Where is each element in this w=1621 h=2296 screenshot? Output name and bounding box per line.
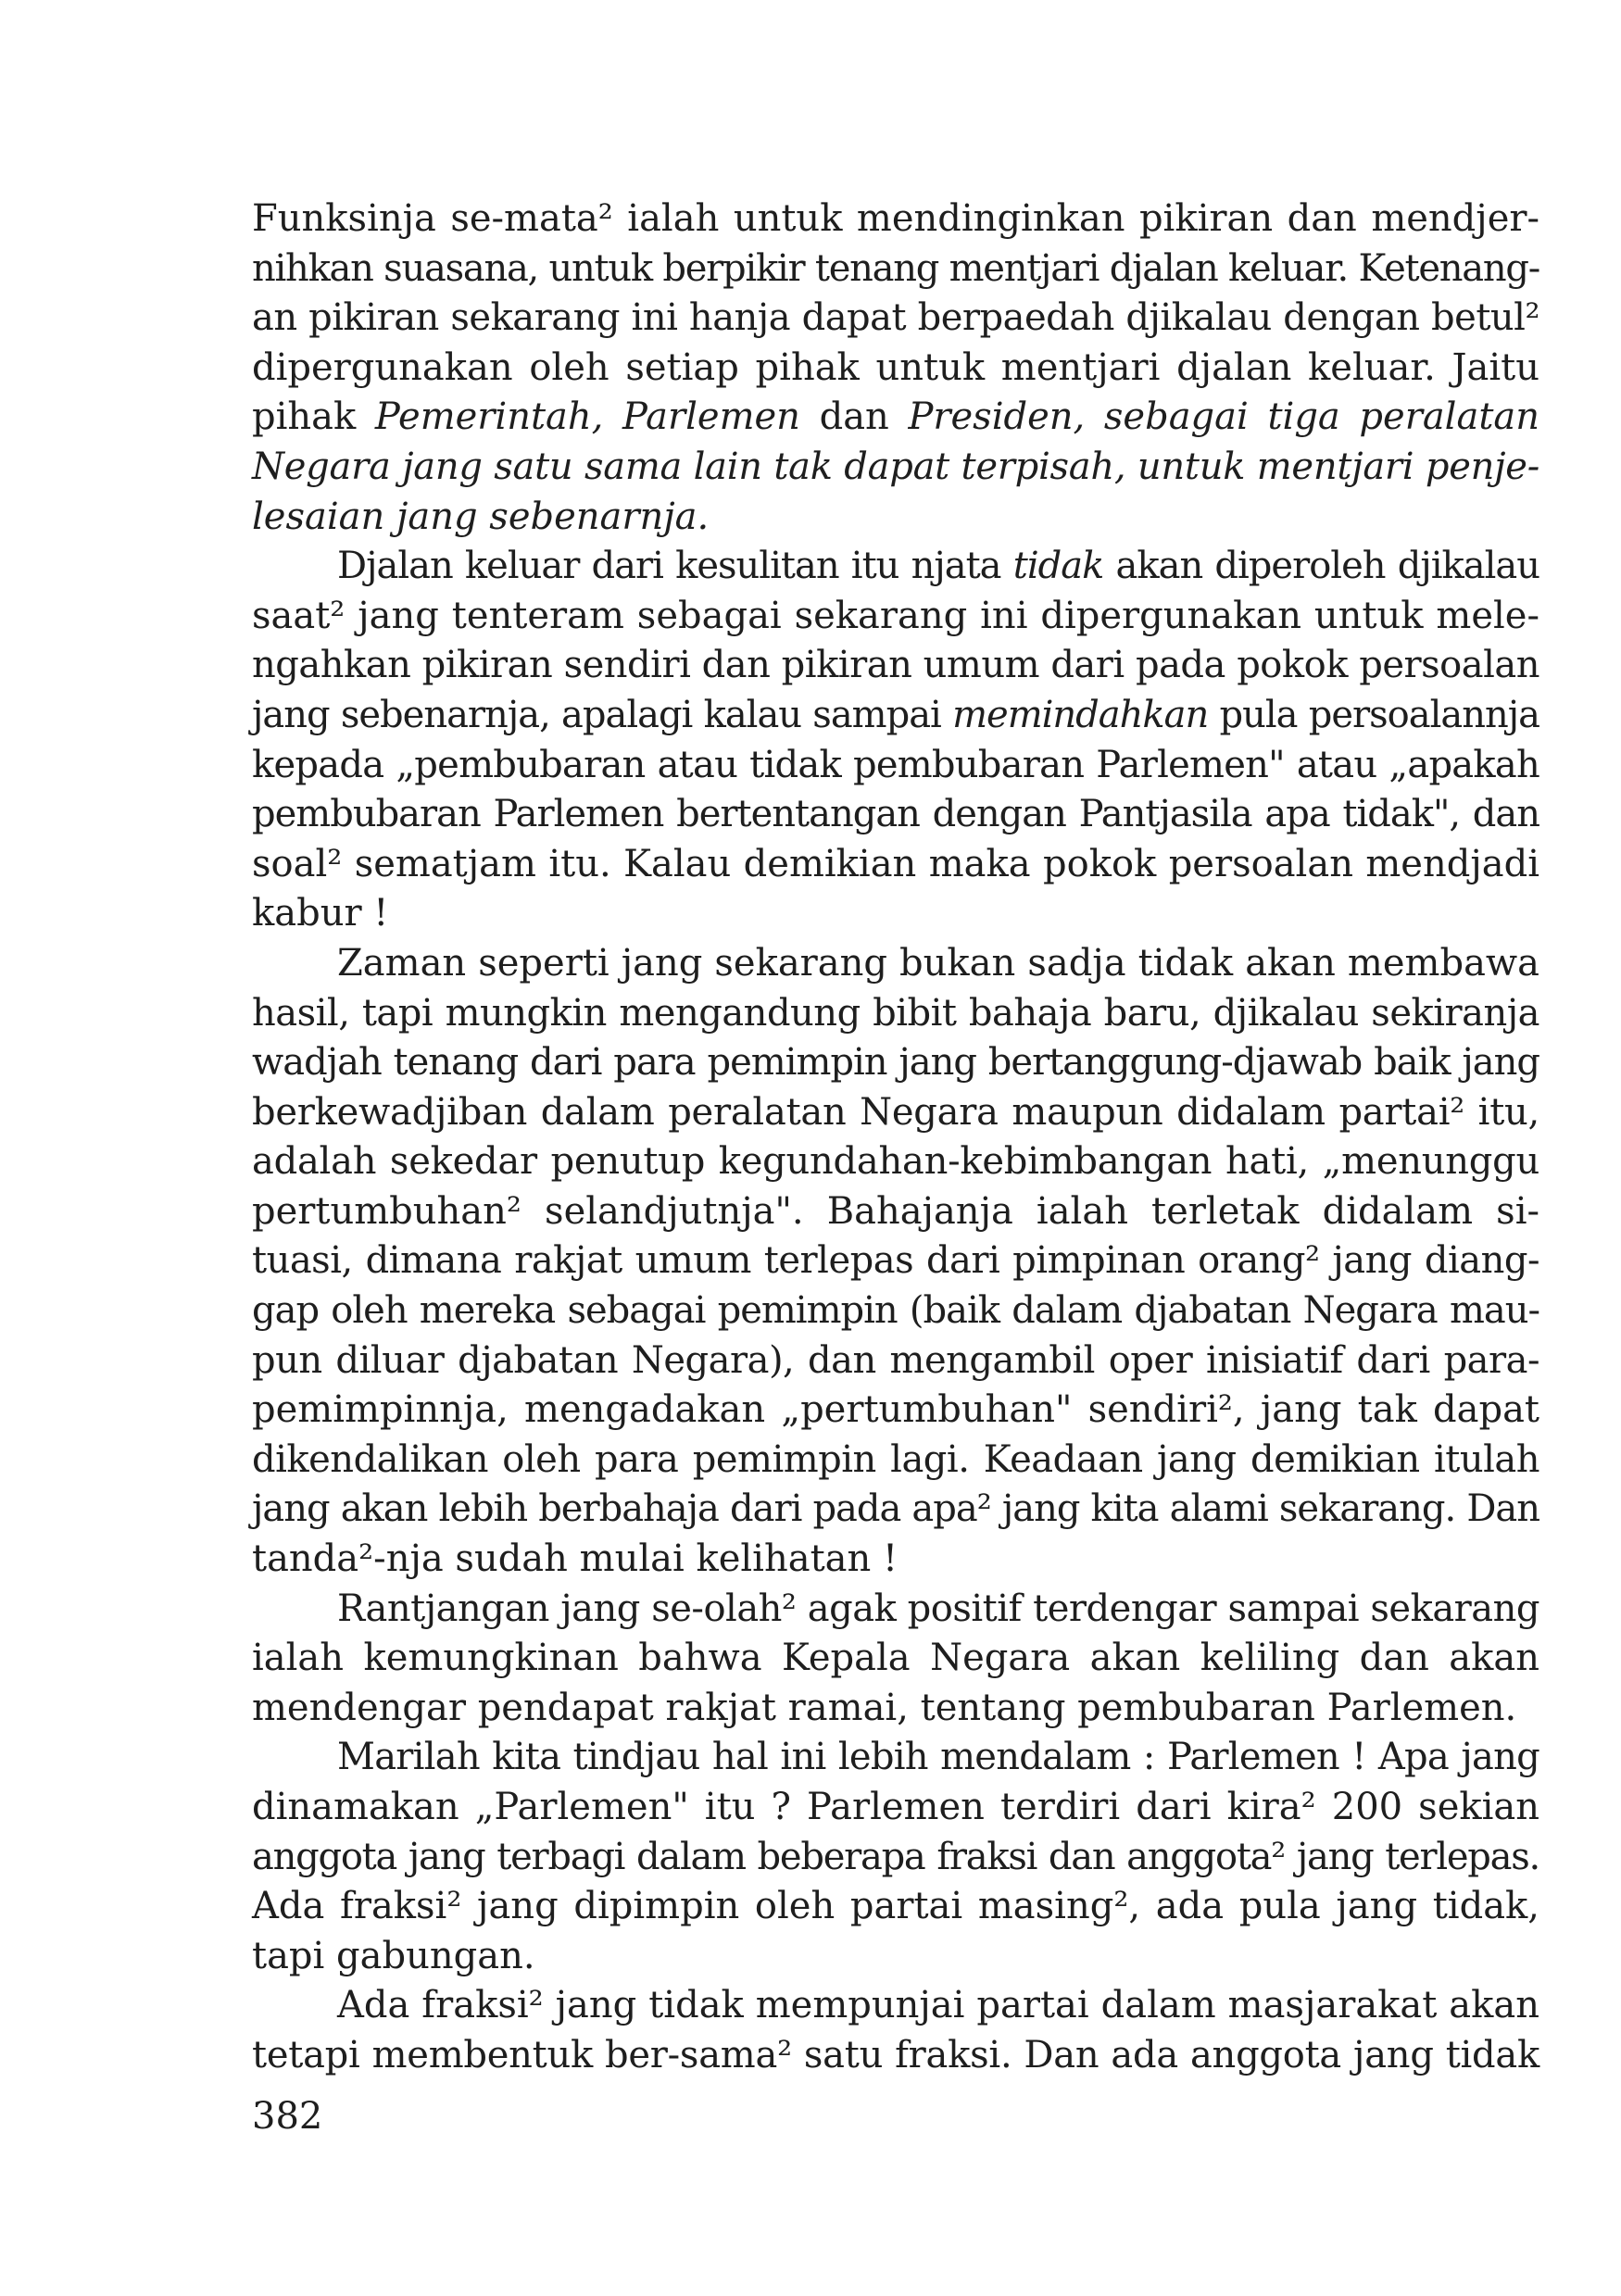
text-line: jang akan lebih berbahaja dari pada apa² jang kita alami sekarang. Dan [252, 1487, 1539, 1531]
text-segment: dan [819, 395, 889, 439]
text-line: berkewadjiban dalam peralatan Negara maupun didalam partai² itu, [252, 1090, 1539, 1134]
text-line [252, 542, 1539, 592]
text-line: tuasi, dimana rakjat umum terlepas dari pimpinan orang² jang diang- [252, 1239, 1539, 1283]
text-line: nihkan suasana, untuk berpikir tenang mentjari djalan keluar. Ketenang- [252, 246, 1539, 290]
text-line: pertumbuhan² selandjutnja". Bahajanja ialah terletak didalam si- [252, 1189, 1539, 1233]
text-line: Marilah kita tindjau hal ini lebih mendalam : Parlemen ! Apa jang [337, 1736, 1539, 1779]
text-line: adalah sekedar penutup kegundahan-kebimbangan hati, „menunggu [252, 1140, 1539, 1184]
text-line: tanda²-nja sudah mulai kelihatan ! [252, 1537, 898, 1581]
text-segment: Djalan keluar dari kesulitan itu njata [337, 545, 1001, 588]
text-segment: jang sebenarnja, apalagi kalau sampai [252, 693, 941, 736]
body-text [252, 194, 1539, 2081]
text-line [252, 691, 1539, 741]
text-line: hasil, tapi mungkin mengandung bibit bahaja baru, djikalau sekiranja [252, 991, 1539, 1035]
text-line: pun diluar djabatan Negara), dan mengambil oper inisiatif dari para- [252, 1338, 1539, 1382]
italic-text: Pemerintah, Parlemen [374, 395, 800, 439]
text-line: an pikiran sekarang ini hanja dapat berpaedah djikalau dengan betul² [252, 296, 1539, 340]
italic-text: memindahkan [952, 693, 1209, 736]
text-line: pembubaran Parlemen bertentangan dengan Pantjasila apa tidak", dan [252, 793, 1539, 836]
text-line: dipergunakan oleh setiap pihak untuk mentjari djalan keluar. Jaitu [252, 345, 1539, 389]
text-segment: pihak [252, 395, 357, 439]
text-line: dinamakan „Parlemen" itu ? Parlemen terdiri dari kira² 200 sekian [252, 1786, 1539, 1828]
text-line: saat² jang tenteram sebagai sekarang ini dipergunakan untuk mele- [252, 594, 1539, 637]
text-line: dikendalikan oleh para pemimpin lagi. Keadaan jang demikian itulah [252, 1437, 1539, 1481]
text-line: ialah kemungkinan bahwa Kepala Negara akan keliling dan akan [252, 1637, 1539, 1680]
text-line: kabur ! [252, 892, 389, 935]
text-line: Ada fraksi² jang dipimpin oleh partai masing², ada pula jang tidak, [252, 1885, 1539, 1928]
text-line: wadjah tenang dari para pemimpin jang bertanggung-djawab baik jang [252, 1041, 1539, 1085]
text-segment: pula persoalannja [1219, 693, 1539, 736]
text-line: soal² sematjam itu. Kalau demikian maka pokok persoalan mendjadi [252, 842, 1539, 885]
text-line: tetapi membentuk ber-sama² satu fraksi. Dan ada anggota jang tidak [252, 2033, 1539, 2076]
text-line: Funksinja se-mata² ialah untuk mendinginkan pikiran dan mendjer- [252, 197, 1539, 240]
italic-text: Presiden, sebagai tiga peralatan [908, 395, 1539, 439]
italic-line: lesaian jang sebenarnja. [252, 495, 710, 538]
text-line: mendengar pendapat rakjat ramai, tentang pembubaran Parlemen. [252, 1686, 1517, 1729]
text-line: tapi gabungan. [252, 1934, 535, 1977]
italic-line: Negara jang satu sama lain tak dapat terpisah, untuk mentjari penje- [252, 445, 1539, 488]
text-line: Ada fraksi² jang tidak mempunjai partai dalam masjarakat akan [337, 1984, 1539, 2027]
text-line: Zaman seperti jang sekarang bukan sadja tidak akan membawa [337, 941, 1539, 985]
text-line: pemimpinnja, mengadakan „pertumbuhan" sendiri², jang tak dapat [252, 1388, 1539, 1432]
page-number: 382 [252, 2095, 323, 2138]
italic-text: tidak [1012, 545, 1104, 588]
text-segment: akan diperoleh djikalau [1115, 545, 1539, 588]
text-line: kepada „pembubaran atau tidak pembubaran Parlemen" atau „apakah [252, 743, 1539, 786]
text-line: ngahkan pikiran sendiri dan pikiran umum dari pada pokok persoalan [252, 644, 1539, 687]
text-line [252, 393, 1539, 443]
text-line: Rantjangan jang se-olah² agak positif terdengar sampai sekarang [337, 1587, 1539, 1630]
text-line: gap oleh mereka sebagai pemimpin (baik dalam djabatan Negara mau- [252, 1289, 1539, 1333]
text-line: anggota jang terbagi dalam beberapa fraksi dan anggota² jang terlepas. [252, 1835, 1539, 1878]
